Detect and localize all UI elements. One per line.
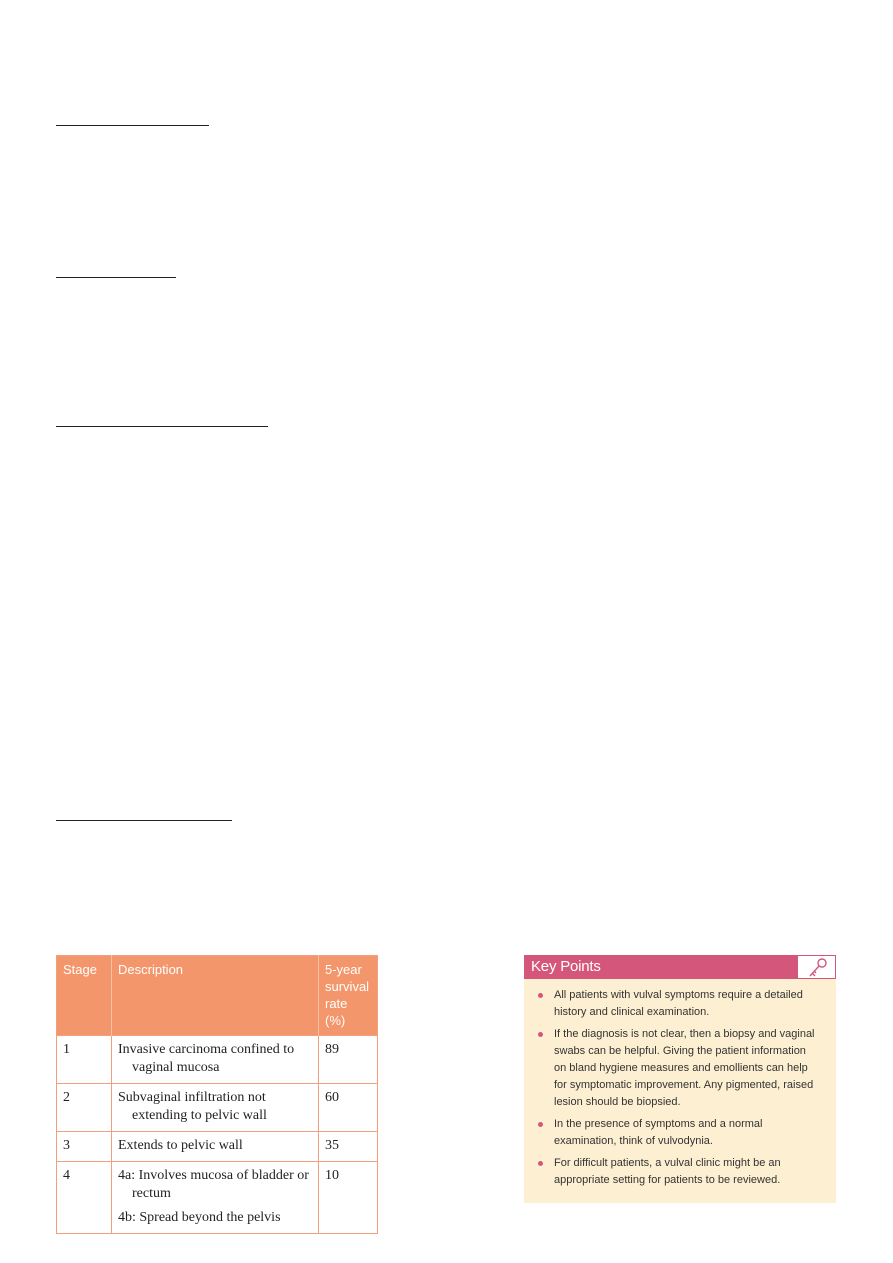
description-text: 4b: Spread beyond the pelvis <box>118 1210 281 1225</box>
table-row <box>57 1084 378 1132</box>
description-text: Invasive carcinoma confined to vaginal mucosa <box>118 1042 295 1075</box>
survival-cell: 35 <box>319 1132 378 1162</box>
description-text: Subvaginal infiltration not extending to pelvic wall <box>118 1090 267 1123</box>
survival-cell: 10 <box>319 1162 378 1234</box>
stage-cell: 4 <box>57 1162 112 1234</box>
list-item: For difficult patients, a vulval clinic might be an appropriate setting for patients to be reviewed. <box>554 1155 820 1189</box>
description-cell <box>112 1132 319 1162</box>
stage-cell: 1 <box>57 1036 112 1084</box>
section-heading-underline-3 <box>56 426 268 427</box>
description-text: Extends to pelvic wall <box>118 1138 243 1153</box>
description-cell <box>112 1036 319 1084</box>
key-icon <box>797 955 836 979</box>
table-row <box>57 1162 378 1234</box>
description-cell <box>112 1162 319 1234</box>
description-text: 4a: Involves mucosa of bladder or rectum <box>118 1168 309 1201</box>
list-item: If the diagnosis is not clear, then a biopsy and vaginal swabs can be helpful. Giving the patient information on bland hygiene measures and emollients can help for symptomatic improvement. Any pigmented, raised lesion should be biopsied. <box>554 1026 820 1111</box>
list-item: All patients with vulval symptoms require a detailed history and clinical examination. <box>554 987 820 1021</box>
header-stage: Stage <box>57 956 112 1036</box>
section-heading-underline-1 <box>56 125 209 126</box>
survival-cell: 60 <box>319 1084 378 1132</box>
section-heading-underline-2 <box>56 277 176 278</box>
key-points-list <box>524 987 836 1194</box>
key-points-box <box>524 955 836 1203</box>
table-header-row <box>57 956 378 1036</box>
header-description: Description <box>112 956 319 1036</box>
list-item: In the presence of symptoms and a normal examination, think of vulvodynia. <box>554 1116 820 1150</box>
staging-table <box>56 955 378 1234</box>
stage-cell: 3 <box>57 1132 112 1162</box>
key-points-title: Key Points <box>524 955 797 979</box>
description-cell <box>112 1084 319 1132</box>
survival-cell: 89 <box>319 1036 378 1084</box>
table-row <box>57 1036 378 1084</box>
header-survival: 5-year survival rate (%) <box>319 956 378 1036</box>
stage-cell: 2 <box>57 1084 112 1132</box>
table-row <box>57 1132 378 1162</box>
section-heading-underline-4 <box>56 820 232 821</box>
